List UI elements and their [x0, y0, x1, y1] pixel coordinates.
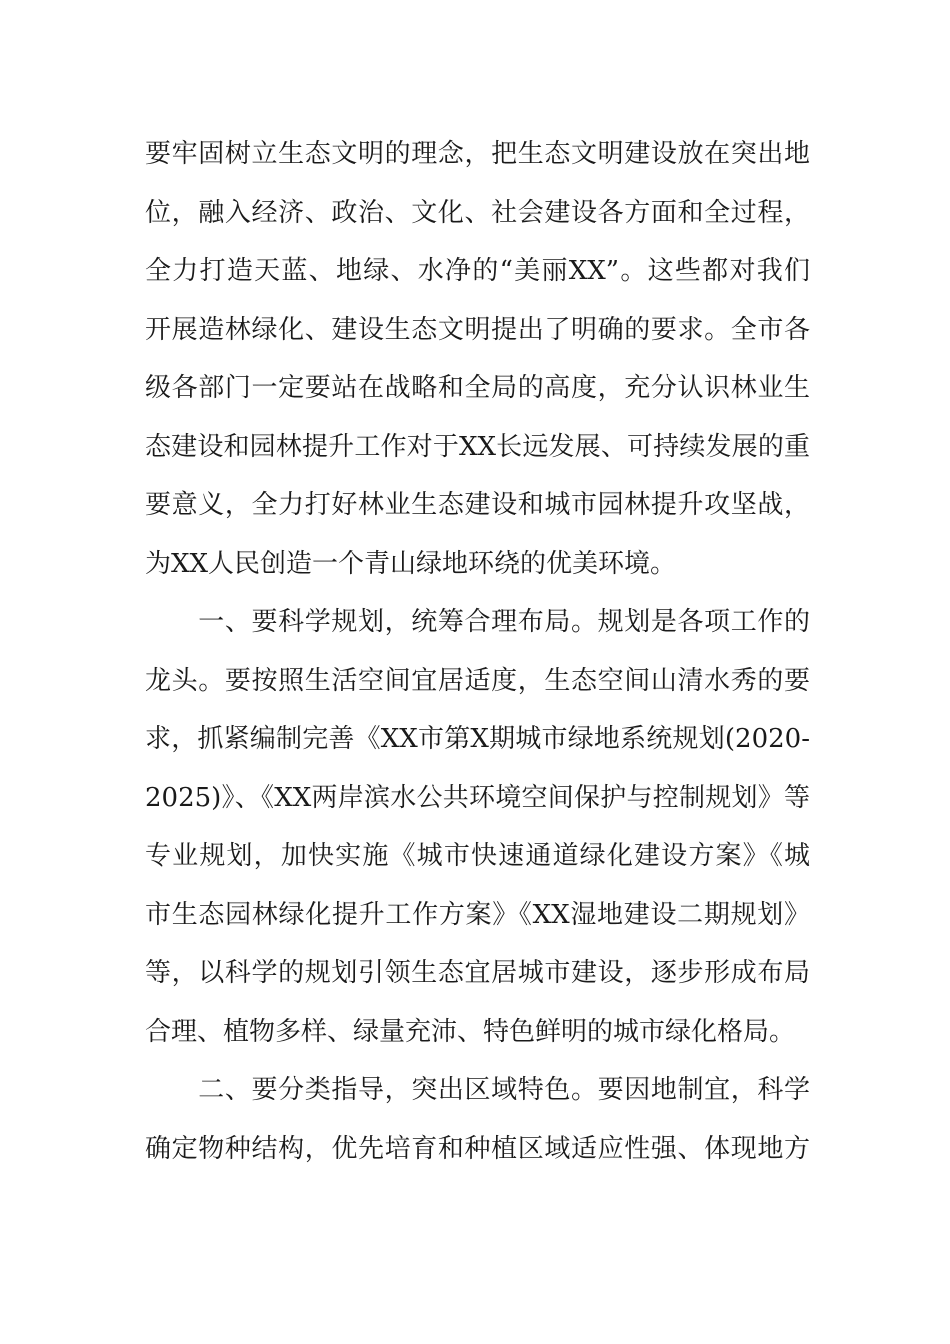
text-line: 求，抓紧编制完善《XX市第X期城市绿地系统规划(2020- — [145, 724, 810, 754]
paragraph-scientific-planning — [145, 593, 810, 1061]
text-line: 位，融入经济、政治、文化、社会建设各方面和全过程， — [145, 197, 810, 228]
text-line: 态建设和园林提升工作对于XX长远发展、可持续发展的重 — [145, 431, 810, 462]
text-line: 一、要科学规划，统筹合理布局。规划是各项工作的 — [145, 607, 810, 637]
text-line: 等，以科学的规划引领生态宜居城市建设，逐步形成布局 — [145, 958, 810, 988]
text-line: 专业规划，加快实施《城市快速通道绿化建设方案》《城 — [145, 841, 810, 871]
text-line: 龙头。要按照生活空间宜居适度，生态空间山清水秀的要 — [145, 665, 810, 696]
text-line: 级各部门一定要站在战略和全局的高度，充分认识林业生 — [145, 373, 810, 403]
text-line: 确定物种结构，优先培育和种植区域适应性强、体现地方 — [145, 1133, 810, 1164]
text-line: 为XX人民创造一个青山绿地环绕的优美环境。 — [145, 548, 677, 579]
paragraph-classified-guidance — [145, 1061, 810, 1178]
text-line: 2025)》、《XX两岸滨水公共环境空间保护与控制规划》等 — [145, 782, 810, 813]
text-line: 要牢固树立生态文明的理念，把生态文明建设放在突出地 — [145, 139, 810, 169]
text-line: 合理、植物多样、绿量充沛、特色鲜明的城市绿化格局。 — [145, 1016, 796, 1047]
text-line: 全力打造天蓝、地绿、水净的“美丽XX”。这些都对我们 — [145, 256, 810, 286]
text-line: 开展造林绿化、建设生态文明提出了明确的要求。全市各 — [145, 314, 810, 345]
text-line: 二、要分类指导，突出区域特色。要因地制宜，科学 — [145, 1075, 810, 1105]
paragraph-ecological-civilization — [145, 125, 810, 593]
text-line: 要意义，全力打好林业生态建设和城市园林提升攻坚战， — [145, 490, 810, 520]
text-line: 市生态园林绿化提升工作方案》《XX湿地建设二期规划》 — [145, 899, 810, 930]
